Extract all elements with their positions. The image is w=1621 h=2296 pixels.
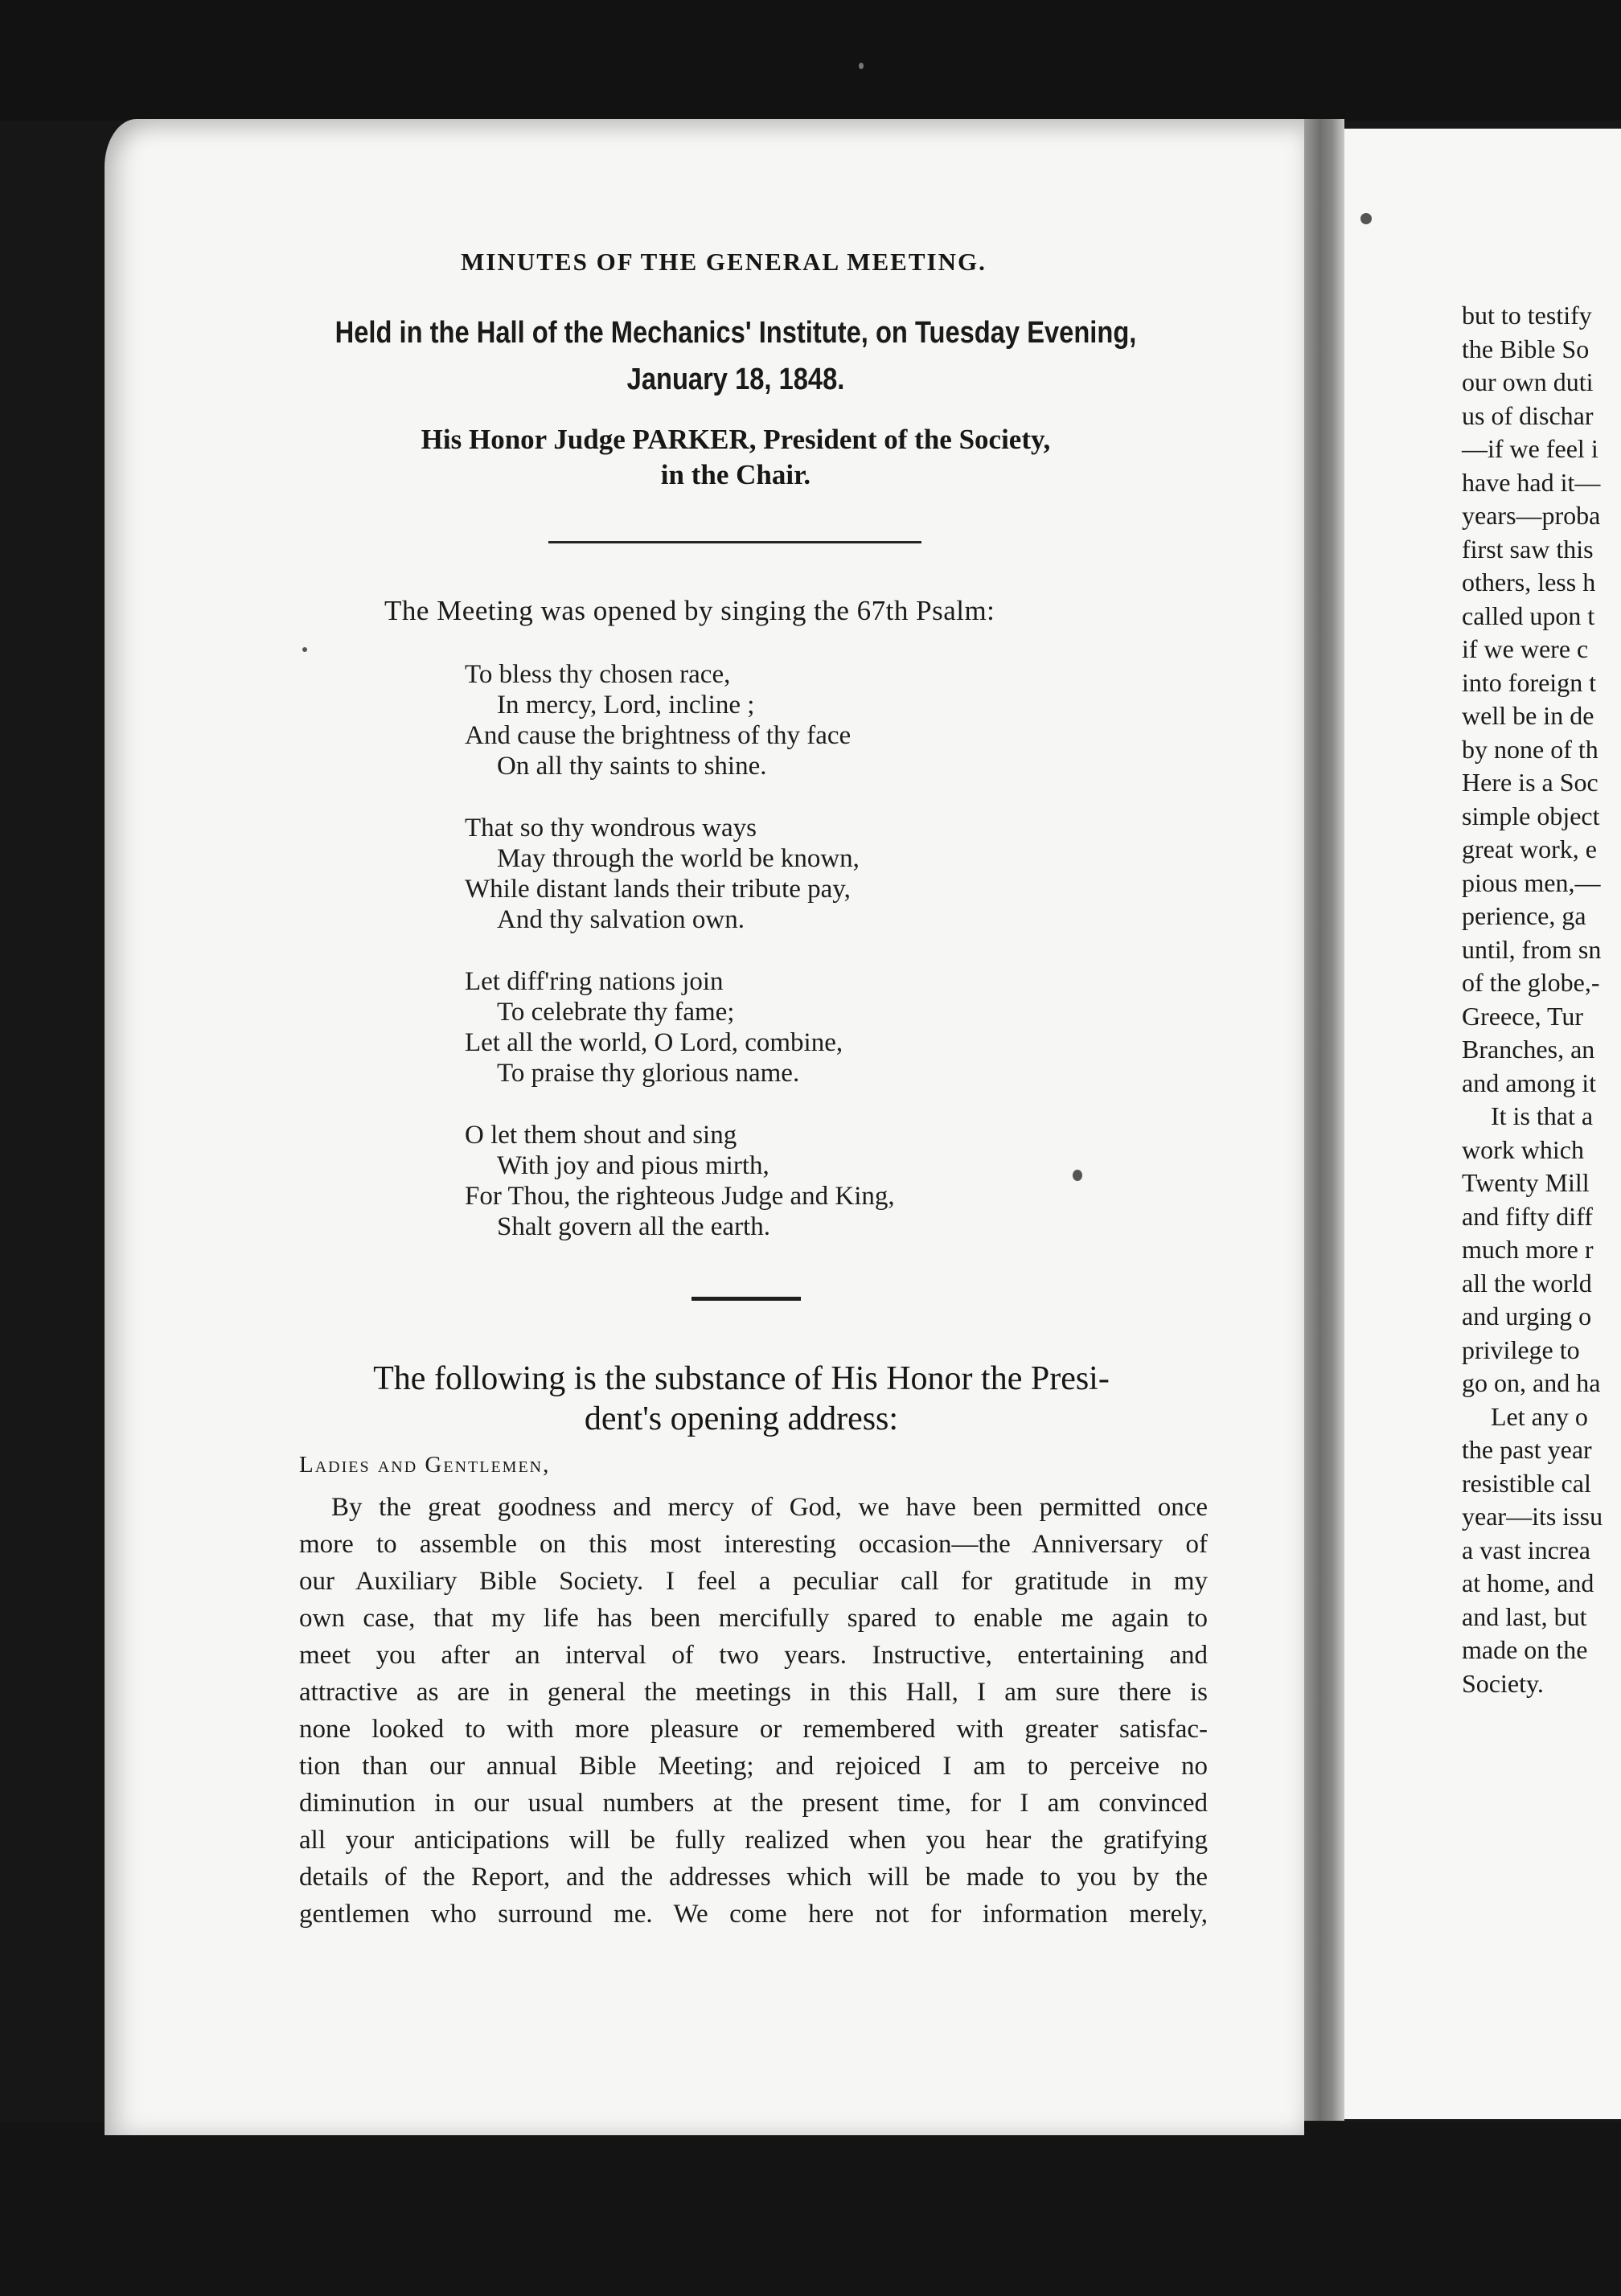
film-border-bottom: [0, 2122, 1621, 2296]
right-line: at home, and: [1462, 1568, 1594, 1597]
right-line: years—proba: [1462, 501, 1601, 530]
document-title: MINUTES OF THE GENERAL MEETING.: [461, 248, 987, 276]
address-body: [299, 1489, 1208, 1933]
verse-line: For Thou, the righteous Judge and King,: [465, 1182, 895, 1211]
ink-speck: [302, 647, 307, 652]
body-line: By the great goodness and mercy of God, we have been permitted once: [331, 1493, 1208, 1522]
verse-line: To celebrate thy fame;: [497, 998, 735, 1027]
right-line: well be in de: [1462, 701, 1594, 730]
body-line: attractive as are in general the meetings in this Hall, I am sure there is: [299, 1678, 1208, 1707]
right-line: Greece, Tur: [1462, 1001, 1584, 1031]
subtitle-line: January 18, 1848.: [626, 363, 845, 396]
verse-line: To praise thy glorious name.: [497, 1059, 800, 1088]
right-line: go on, and ha: [1462, 1368, 1601, 1397]
verse-line: In mercy, Lord, incline ;: [497, 691, 755, 720]
right-line: others, less h: [1462, 568, 1596, 597]
right-line: us of dischar: [1462, 400, 1594, 430]
ink-speck: [1073, 1170, 1082, 1181]
right-line: made on the: [1462, 1635, 1588, 1664]
body-line: tion than our annual Bible Meeting; and rejoiced I am to perceive no: [299, 1752, 1208, 1781]
right-line: if we were c: [1462, 634, 1589, 663]
verse-line: With joy and pious mirth,: [497, 1151, 769, 1180]
right-line: —if we feel i: [1462, 434, 1598, 463]
film-border-top: [0, 0, 1621, 121]
right-line: and last, but: [1462, 1601, 1587, 1631]
right-line: a vast increa: [1462, 1535, 1590, 1564]
right-line: perience, ga: [1462, 901, 1586, 930]
right-line: the past year: [1462, 1435, 1592, 1464]
right-line: much more r: [1462, 1235, 1594, 1264]
verse-line: That so thy wondrous ways: [465, 814, 757, 843]
psalm-stanza: [465, 813, 1076, 935]
ink-speck: [1360, 213, 1372, 224]
right-line: by none of th: [1462, 734, 1598, 764]
right-line: the Bible So: [1462, 334, 1590, 363]
right-line: work which: [1462, 1134, 1584, 1164]
psalm-intro: The Meeting was opened by singing the 67th Psalm:: [384, 595, 995, 626]
body-line: diminution in our usual numbers at the present time, for I am convinced: [299, 1789, 1208, 1818]
right-line: Twenty Mill: [1462, 1168, 1590, 1197]
right-line: of the globe,-: [1462, 968, 1600, 997]
address-heading: [299, 1359, 1184, 1439]
book-gutter: [1304, 119, 1344, 2121]
ink-speck: [859, 63, 864, 69]
chair-line: in the Chair.: [660, 459, 811, 490]
body-line: details of the Report, and the addresses which will be made to you by the: [299, 1863, 1208, 1892]
right-line: great work, e: [1462, 834, 1597, 863]
chair-line: His Honor Judge PARKER, President of the Society,: [421, 424, 1051, 455]
right-line: but to testify: [1462, 301, 1592, 330]
chair-notice: [241, 422, 1230, 493]
heading-line: The following is the substance of His Honor the Presi-: [373, 1360, 1110, 1397]
right-line: pious men,—: [1462, 867, 1601, 897]
right-line: called upon t: [1462, 601, 1595, 630]
body-line: all your anticipations will be fully realized when you hear the gratifying: [299, 1826, 1208, 1855]
psalm-stanza: [465, 659, 1076, 781]
right-line: It is that a: [1491, 1101, 1594, 1130]
verse-line: And thy salvation own.: [497, 905, 745, 934]
right-line: and fifty diff: [1462, 1201, 1593, 1231]
subtitle-line: Held in the Hall of the Mechanics' Institute, on Tuesday Evening,: [334, 316, 1137, 350]
psalm-stanza: [465, 1120, 1076, 1242]
body-line: more to assemble on this most interesting occasion—the Anniversary of: [299, 1530, 1208, 1559]
verse-line: Shalt govern all the earth.: [497, 1212, 770, 1241]
right-line: our own duti: [1462, 367, 1594, 396]
right-line: Let any o: [1491, 1401, 1588, 1431]
verse-line: On all thy saints to shine.: [497, 752, 767, 781]
body-line: meet you after an interval of two years. Instructive, entertaining and: [299, 1641, 1208, 1670]
right-line: into foreign t: [1462, 667, 1597, 697]
verse-line: Let diff'ring nations join: [465, 967, 724, 996]
right-line: until, from sn: [1462, 934, 1602, 964]
right-line: first saw this: [1462, 534, 1594, 564]
heading-line: dent's opening address:: [584, 1400, 899, 1437]
right-line: have had it—: [1462, 467, 1601, 497]
body-line: our Auxiliary Bible Society. I feel a peculiar call for gratitude in my: [299, 1567, 1208, 1596]
verse-line: While distant lands their tribute pay,: [465, 875, 851, 904]
salutation: Ladies and Gentlemen,: [299, 1452, 551, 1478]
verse-line: And cause the brightness of thy face: [465, 721, 852, 750]
right-line: resistible cal: [1462, 1468, 1591, 1498]
psalm-stanza: [465, 966, 1076, 1089]
right-line: and urging o: [1462, 1302, 1592, 1330]
verse-line: May through the world be known,: [497, 844, 860, 873]
body-line: own case, that my life has been mercifully spared to enable me again to: [299, 1604, 1208, 1633]
right-line: Here is a Soc: [1462, 768, 1598, 797]
verse-line: Let all the world, O Lord, combine,: [465, 1028, 843, 1057]
right-line: and among it: [1462, 1068, 1597, 1097]
verse-line: O let them shout and sing: [465, 1121, 737, 1150]
right-line: privilege to: [1462, 1335, 1580, 1364]
right-line: year—its issu: [1462, 1502, 1603, 1531]
right-line: all the world: [1462, 1268, 1592, 1298]
right-page-text: [1462, 299, 1621, 1700]
body-line: gentlemen who surround me. We come here not for information merely,: [299, 1900, 1208, 1929]
right-line: Branches, an: [1462, 1035, 1595, 1064]
right-line: Society.: [1462, 1668, 1544, 1698]
right-line: simple object: [1462, 801, 1600, 830]
section-divider: [691, 1297, 801, 1301]
meeting-subtitle: [310, 310, 1161, 403]
section-divider: [548, 541, 921, 543]
body-line: none looked to with more pleasure or remembered with greater satisfac-: [299, 1715, 1208, 1744]
verse-line: To bless thy chosen race,: [465, 660, 731, 689]
